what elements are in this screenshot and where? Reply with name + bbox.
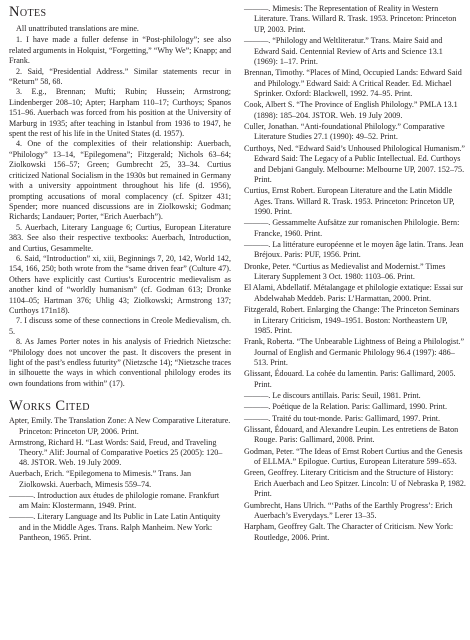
citation-entry: Curthoys, Ned. “Edward Said’s Unhoused Philological Humanism.” Edward Said: The Legacy of a Public Intellectual. Ed. Curthoys and Debjani Ganguly. Melbourne: Melbourne UP, 2007. 152–75. Print.	[244, 143, 465, 184]
citation-entry: ———. Le discours antillais. Paris: Seuil, 1981. Print.	[244, 391, 421, 401]
citation-entry: Gumbrecht, Hans Ulrich. “‘Paths of the Earthly Progress’: Erich Auerbach’s Everydays.” Lerer 13–35.	[244, 500, 453, 520]
citation-entry: Culler, Jonathan. “Anti-foundational Philology.” Comparative Literature Studies 27.1 (1990): 49–52. Print.	[244, 122, 445, 142]
citation-entry: Cook, Albert S. “The Province of English Philology.” PMLA 13.1 (1898): 185–204. JSTOR. Web. 19 July 2009.	[244, 100, 458, 120]
note-8: 8. As James Porter notes in his analysis of Friedrich Nietzsche: “Philology does not uncover the past. It discovers the present in light of the past’s endless futurity” (Nietzsche 14); “Nietzsche traces in silhouette the ways in which conventional philology erodes its own foundations from within” (17).	[9, 337, 231, 388]
citation-entry: ———. Poétique de la Relation. Paris: Gallimard, 1990. Print.	[244, 402, 447, 412]
citation-entry: Glissant, Édouard, and Alexandre Leupin. Les entretiens de Baton Rouge. Paris: Gallimard, 2008. Print.	[244, 424, 459, 445]
citation-entry: Brennan, Timothy. “Places of Mind, Occupied Lands: Edward Said and Philology.” Edward Said: A Critical Reader. Ed. Michael Sprinker. Oxford: Blackwell, 1992. 74–95. Print.	[244, 68, 462, 99]
citation-entry: ———. La littérature européenne et le moyen âge latin. Trans. Jean Bréjoux. Paris: PUF, 1956. Print.	[244, 240, 464, 260]
notes-intro: All unattributed translations are mine.	[16, 24, 139, 33]
citation-entry: Frank, Roberta. “The Unbearable Lightness of Being a Philologist.” Journal of English and Germanic Philology 96.4 (1997): 486–513. Print.	[244, 337, 465, 368]
citation-entry: Harpham, Geoffrey Galt. The Character of Criticism. New York: Routledge, 2006. Print.	[244, 522, 454, 542]
citation-entry: ———. Traité du tout-monde. Paris: Gallimard, 1997. Print.	[244, 413, 441, 423]
citation-entry: Auerbach, Erich. “Epilegomena to Mimesis.” Trans. Jan Ziolkowski. Auerbach, Mimesis 559–74.	[9, 469, 192, 489]
citation-entry: Apter, Emily. The Translation Zone: A New Comparative Literature. Princeton: Princeton UP, 2006. Print.	[9, 416, 231, 436]
citation-entry: Glissant, Édouard. La cohée du lamentin. Paris: Gallimard, 2005. Print.	[244, 369, 456, 389]
citation-entry: Dronke, Peter. “Curtius as Medievalist and Modernist.” Times Literary Supplement 3 Oct. 1980: 1103–06. Print.	[244, 261, 446, 282]
notes-heading: Notes	[9, 4, 47, 20]
citation-entry: Curtius, Ernst Robert. European Literature and the Latin Middle Ages. Trans. Willard R. Trask. 1953. Princeton: Princeton UP, 1990. Print.	[244, 186, 455, 217]
citation-entry: Fitzgerald, Robert. Enlarging the Change: The Princeton Seminars in Literary Criticism, 1949–1951. Boston: Northeastern UP, 1985. Print.	[244, 305, 460, 335]
citation-entry: Godman, Peter. “The Ideas of Ernst Robert Curtius and the Genesis of ELLMA.” Epilogue. Curtius, European Literature 599–653.	[244, 446, 463, 467]
note-1: 1. I have made a fuller defense in “Post-philology”; see also related arguments in Holquist, “Forgetting,” “Why We”; Knapp; and Frank.	[9, 35, 231, 66]
citation-entry: Green, Geoffrey. Literary Criticism and the Structure of History: Erich Auerbach and Leo Spitzer. Lincoln: U of Nebraska P, 1982. Print.	[244, 468, 466, 499]
note-4: 4. One of the complexities of their relationship: Auerbach, “Philology” 13–14, “Epilegomena”; Fitzgerald; Nichols 63–64; Ziolkowski 156–57; Green; Gumbrecht 25, 33–34. Curtius criticized National Socialism in the 1930s but remained in Germany with a university appointment throughout his life (d. 1956), prompting accusations of moral complacency (cf. Spitzer 431; Spender; more nuanced discussions are in Ziolkowski; Godman; Richards; Landauer; Porter, “Erich Auerbach”).	[9, 139, 231, 222]
note-7: 7. I discuss some of these connections in Creole Medievalism, ch. 5.	[9, 316, 231, 336]
citation-entry: ———. Mimesis: The Representation of Reality in Western Literature. Trans. Willard R. Trask. 1953. Princeton: Princeton UP, 2003. Print.	[244, 4, 457, 34]
note-6: 6. Said, “Introduction” xi, xiii, Beginnings 7, 20, 142, World 142, 154, 166, 250; both wrote from the “same driven fear” (Culture 47). Others have explicitly cast Curtius’s Eurocentric medievalism as another kind of “worldly humanism” (cf. Godman 613; Dronke 1104–05; Hartman 376; Uhlig 43; Ziolkowski; Armstrong 137; Curthoys 171n18).	[9, 253, 231, 315]
works-cited-heading: Works Cited	[9, 398, 90, 415]
right-column	[244, 4, 466, 544]
citation-entry: ———. Literary Language and Its Public in Late Latin Antiquity and in the Middle Ages. Trans. Ralph Manheim. New York: Pantheon, 1965. Print.	[9, 512, 221, 543]
note-5: 5. Auerbach, Literary Language 6; Curtius, European Literature 383. See also their respective textbooks: Auerbach, Introduction, and Curtius, Gesammelte.	[9, 222, 231, 253]
citation-entry: Armstrong, Richard H. “Last Words: Said, Freud, and Traveling Theory.” Alif: Journal of Comparative Poetics 25 (2005): 120–48. JSTOR. Web. 19 July 2009.	[9, 437, 223, 468]
citation-entry: ———. “Philology and Weltliteratur.” Trans. Maire Said and Edward Said. Centennial Review of Arts and Science 13.1 (1969): 1–17. Print.	[244, 36, 443, 66]
note-3: 3. E.g., Brennan; Mufti; Rubin; Hussein; Armstrong; Lindenberger 208–10; Apter; Harpham 110–17; Curthoys; Spanos 151–96. Auerbach was forced from his position at the University of Marburg in 1935; after teaching in Istanbul from 1936 to 1947, he spent the rest of his life in the United States (d. 1957).	[9, 87, 231, 139]
citation-entry: ———. Introduction aux études de philologie romane. Frankfurt am Main: Klostermann, 1949. Print.	[9, 490, 220, 511]
note-2: 2. Said, “Presidential Address.” Similar statements recur in “Return” 58, 68.	[9, 66, 231, 87]
citation-entry: El Alami, Abdellatif. Métalangage et philologie extatique: Essai sur Abdelwahab Meddeb. Paris: L’Harmattan, 2000. Print.	[244, 283, 463, 303]
left-column	[9, 4, 231, 544]
citation-entry: ———. Gessammelte Aufsätze zur romanischen Philologie. Bern: Francke, 1960. Print.	[244, 218, 460, 238]
